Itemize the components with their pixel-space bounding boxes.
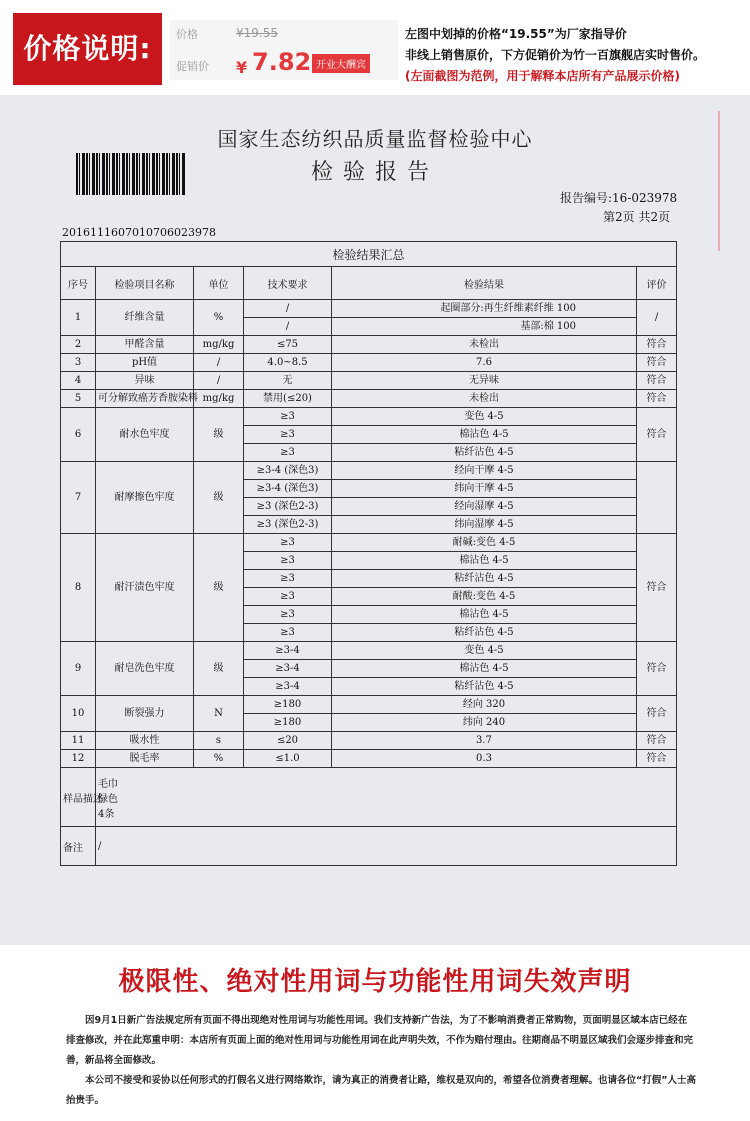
row-number: 9 (61, 642, 96, 696)
disclaimer-section (0, 945, 750, 1121)
requirement: ≥3 (244, 426, 332, 444)
col-header: 单位 (194, 267, 244, 300)
unit: / (194, 354, 244, 372)
requirement: ≥3-4 (244, 660, 332, 678)
sample-line: 绿色 (98, 793, 118, 805)
requirement: ≥3 (244, 408, 332, 426)
item-name: 吸水性 (96, 732, 194, 750)
result: 未检出 (332, 336, 637, 354)
item-name: pH值 (96, 354, 194, 372)
table-caption: 检验结果汇总 (61, 242, 677, 267)
yen-sign: ¥ (236, 58, 248, 77)
table-row (61, 750, 677, 768)
col-header: 评价 (637, 267, 677, 300)
promo-price-label: 促销价 (176, 60, 209, 73)
row-number: 8 (61, 534, 96, 642)
col-header: 检验结果 (332, 267, 637, 300)
disclaimer-title: 极限性、绝对性用词与功能性用词失效声明 (118, 967, 632, 997)
serial-number: 20161116070107060239​78 (62, 226, 216, 239)
price-example-box (170, 20, 398, 80)
item-name: 脱毛率 (96, 750, 194, 768)
barcode-icon (76, 153, 186, 195)
result: 纬向湿摩 4-5 (332, 516, 637, 534)
evaluation: 符合 (637, 336, 677, 354)
result: 变色 4-5 (332, 642, 637, 660)
row-number: 5 (61, 390, 96, 408)
table-row (61, 300, 677, 318)
price-note-3: (左面截图为范例，用于解释本店所有产品展示价格) (405, 69, 680, 83)
requirement: ≥3 (深色2-3) (244, 516, 332, 534)
table-row (61, 336, 677, 354)
report-number: 报告编号:16-023978 (560, 191, 678, 205)
row-number: 4 (61, 372, 96, 390)
promo-price: 7.82 (252, 48, 312, 76)
evaluation: 符合 (637, 750, 677, 768)
item-name: 可分解致癌芳香胺染料 (96, 390, 194, 408)
report-title: 检验报告 (310, 160, 439, 185)
evaluation: 符合 (637, 372, 677, 390)
unit: N (194, 696, 244, 732)
row-number: 11 (61, 732, 96, 750)
price-explanation-tag: 价格说明: (13, 13, 162, 85)
requirement: ≥3 (244, 444, 332, 462)
unit: mg/kg (194, 390, 244, 408)
row-number: 3 (61, 354, 96, 372)
requirement: ≥3 (244, 588, 332, 606)
item-name: 耐汗渍色牢度 (96, 534, 194, 642)
unit: s (194, 732, 244, 750)
original-price: ¥19.55 (236, 26, 278, 40)
unit: 级 (194, 462, 244, 534)
table-row (61, 696, 677, 714)
requirement: ≥3 (244, 624, 332, 642)
item-name: 耐摩擦色牢度 (96, 462, 194, 534)
requirement: ≤75 (244, 336, 332, 354)
disclaimer-paragraph-2: 本公司不接受和妥协以任何形式的打假名义进行网络欺诈，请为真正的消费者让路，维权是双向的，希望各位消费者理解。也请各位“打假”人士高抬贵手。 (66, 1075, 696, 1106)
requirement: ≥3 (244, 534, 332, 552)
price-explanation-banner (0, 0, 750, 95)
result: 棉沾色 4-5 (332, 426, 637, 444)
result: 纬向 240 (332, 714, 637, 732)
table-row (61, 408, 677, 426)
result: 粘纤沾色 4-5 (332, 570, 637, 588)
evaluation: 符合 (637, 354, 677, 372)
evaluation: 符合 (637, 642, 677, 696)
evaluation: 符合 (637, 696, 677, 732)
col-header: 技术要求 (244, 267, 332, 300)
unit: mg/kg (194, 336, 244, 354)
evaluation: / (637, 300, 677, 336)
result: 变色 4-5 (332, 408, 637, 426)
result: 粘纤沾色 4-5 (332, 444, 637, 462)
requirement: ≥3 (244, 552, 332, 570)
result: 粘纤沾色 4-5 (332, 678, 637, 696)
table-row (61, 390, 677, 408)
unit: / (194, 372, 244, 390)
result: 起圈部分:再生纤维素纤维 100 (332, 300, 637, 318)
evaluation: 符合 (637, 408, 677, 462)
result: 耐酸:变色 4-5 (332, 588, 637, 606)
row-number: 12 (61, 750, 96, 768)
result: 经向湿摩 4-5 (332, 498, 637, 516)
results-body (61, 300, 677, 768)
requirement: ≥3-4 (244, 642, 332, 660)
unit: 级 (194, 534, 244, 642)
col-header: 检验项目名称 (96, 267, 194, 300)
result: 棉沾色 4-5 (332, 552, 637, 570)
table-row (61, 732, 677, 750)
remark-label: 备注 (61, 827, 96, 866)
result: 纬向干摩 4-5 (332, 480, 637, 498)
requirement: ≥3 (244, 606, 332, 624)
requirement: ≥180 (244, 714, 332, 732)
unit: % (194, 300, 244, 336)
requirement: ≥3 (深色2-3) (244, 498, 332, 516)
result: 粘纤沾色 4-5 (332, 624, 637, 642)
row-number: 10 (61, 696, 96, 732)
table-row (61, 534, 677, 552)
unit: 级 (194, 408, 244, 462)
result: 3.7 (332, 732, 637, 750)
evaluation: 符合 (637, 534, 677, 642)
price-label: 价格 (176, 28, 198, 41)
requirement: ≥3-4 (深色3) (244, 462, 332, 480)
requirement: ≥3 (244, 570, 332, 588)
evaluation: 符合 (637, 390, 677, 408)
requirement: / (244, 300, 332, 318)
price-note-1: 左图中划掉的价格“19.55”为厂家指导价 (405, 27, 627, 41)
table-row (61, 354, 677, 372)
row-number: 7 (61, 462, 96, 534)
result: 0.3 (332, 750, 637, 768)
result: 棉沾色 4-5 (332, 660, 637, 678)
table-row (61, 462, 677, 480)
price-note-2: 非线上销售原价，下方促销价为竹一百旗舰店实时售价。 (405, 48, 706, 62)
row-number: 2 (61, 336, 96, 354)
requirement: 4.0~8.5 (244, 354, 332, 372)
page-number: 第2页 共2页 (603, 210, 671, 224)
sample-description (96, 768, 677, 827)
inspection-report (0, 95, 750, 945)
item-name: 甲醛含量 (96, 336, 194, 354)
result: 棉沾色 4-5 (332, 606, 637, 624)
result: 经向 320 (332, 696, 637, 714)
row-number: 6 (61, 408, 96, 462)
evaluation: 符合 (637, 732, 677, 750)
item-name: 纤维含量 (96, 300, 194, 336)
requirement: / (244, 318, 332, 336)
report-issuer: 国家生态纺织品质量监督检验中心 (217, 127, 533, 151)
results-table (60, 241, 677, 866)
sample-line: 毛巾 (98, 778, 118, 790)
unit: % (194, 750, 244, 768)
item-name: 耐皂洗色牢度 (96, 642, 194, 696)
remark-value: / (96, 827, 677, 866)
requirement: ≥3-4 (244, 678, 332, 696)
disclaimer-paragraph-1: 因9月1日新广告法规定所有页面不得出现绝对性用词与功能性用词。我们支持新广告法，为了不影响消费者正常购物，页面明显区域本店已经在排查修改，并在此郑重申明：本店所有页面上面的绝对性用词与功能性用词在此声明失效，不作为赔付理由。往期商品不明显区域我们会逐步排查和完善，新品将全面修改。 (66, 1015, 694, 1066)
requirement: ≥180 (244, 696, 332, 714)
unit: 级 (194, 642, 244, 696)
col-header: 序号 (61, 267, 96, 300)
table-row (61, 642, 677, 660)
table-row (61, 372, 677, 390)
requirement: ≤20 (244, 732, 332, 750)
promo-badge: 开业大酬宾 (312, 54, 370, 73)
sample-label: 样品描述 (61, 768, 96, 827)
requirement: 无 (244, 372, 332, 390)
evaluation (637, 462, 677, 534)
result: 经向干摩 4-5 (332, 462, 637, 480)
result: 未检出 (332, 390, 637, 408)
result: 7.6 (332, 354, 637, 372)
requirement: 禁用(≤20) (244, 390, 332, 408)
row-number: 1 (61, 300, 96, 336)
result: 耐碱:变色 4-5 (332, 534, 637, 552)
result: 基部:棉 100 (332, 318, 637, 336)
item-name: 耐水色牢度 (96, 408, 194, 462)
item-name: 异味 (96, 372, 194, 390)
requirement: ≤1.0 (244, 750, 332, 768)
result: 无异味 (332, 372, 637, 390)
requirement: ≥3-4 (深色3) (244, 480, 332, 498)
item-name: 断裂强力 (96, 696, 194, 732)
sample-line: 4条 (98, 808, 115, 820)
